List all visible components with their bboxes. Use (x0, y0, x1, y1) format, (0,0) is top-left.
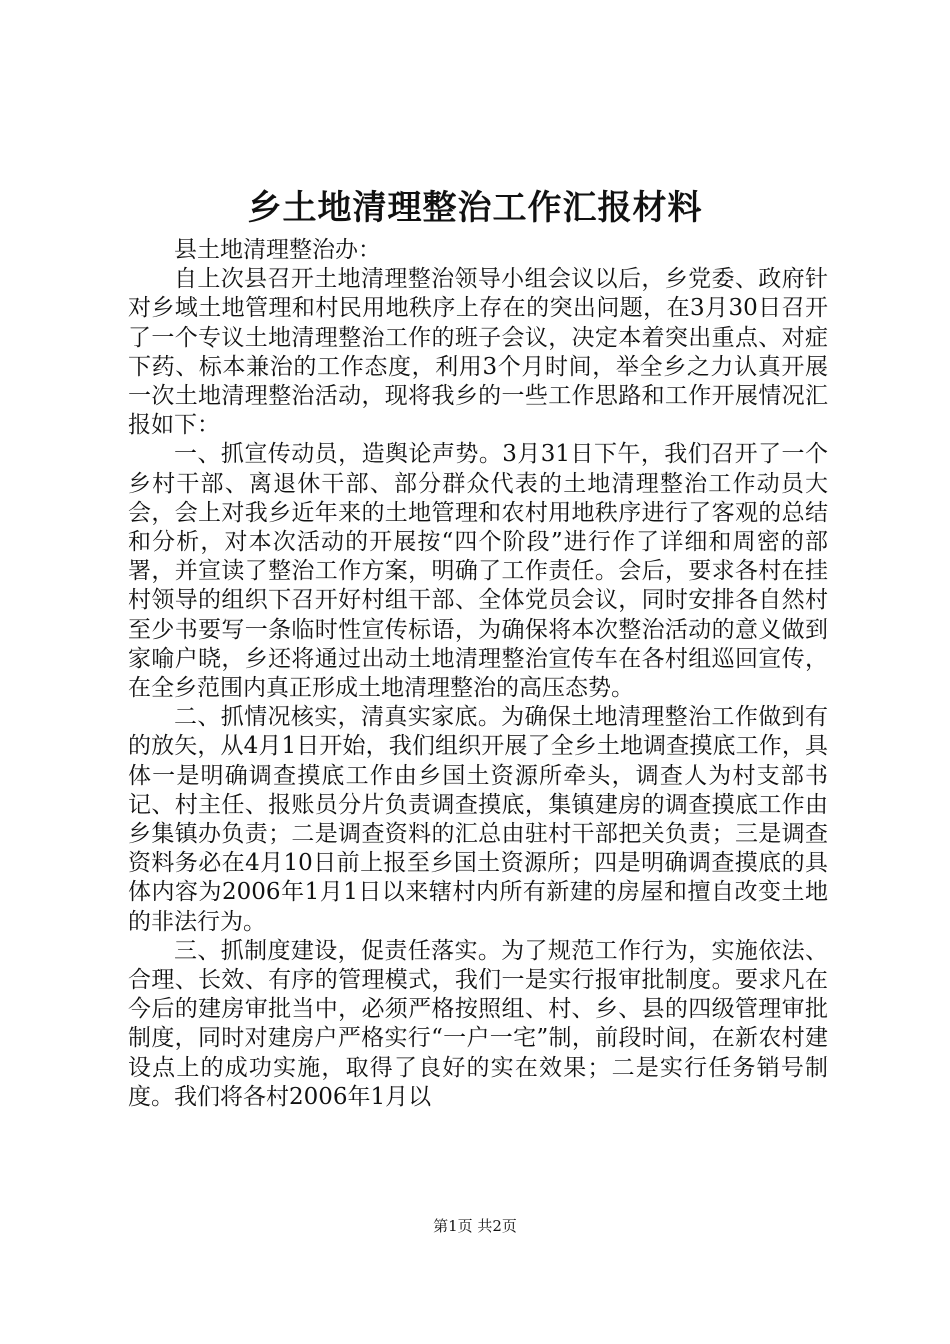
document-body (128, 236, 828, 1112)
document-title: 乡土地清理整治工作汇报材料 (247, 188, 703, 228)
page-number-footer: 第1页 共2页 (433, 1217, 517, 1235)
paragraph-section-2: 二、抓情况核实，清真实家底。为确保土地清理整治工作做到有的放矢，从4月1日开始，我们组织开展了全乡土地调查摸底工作，具体一是明确调查摸底工作由乡国土资源所牵头，调查人为村支部书记、村主任、报账员分片负责调查摸底，集镇建房的调查摸底工作由乡集镇办负责；二是调查资料的汇总由驻村干部把关负责；三是调查资料务必在4月10日前上报至乡国土资源所；四是明确调查摸底的具体内容为2006年1月1日以来辖村内所有新建的房屋和擅自改变土地的非法行为。 (128, 704, 828, 935)
salutation: 县土地清理整治办： (174, 237, 381, 263)
paragraph-intro: 自上次县召开土地清理整治领导小组会议以后，乡党委、政府针对乡域土地管理和村民用地秩序上存在的突出问题，在3月30日召开了一个专议土地清理整治工作的班子会议，决定本着突出重点、对症下药、标本兼治的工作态度，利用3个月时间，举全乡之力认真开展一次土地清理整治活动，现将我乡的一些工作思路和工作开展情况汇报如下： (128, 266, 828, 439)
paragraph-section-3: 三、抓制度建设，促责任落实。为了规范工作行为，实施依法、合理、长效、有序的管理模式，我们一是实行报审批制度。要求凡在今后的建房审批当中，必须严格按照组、村、乡、县的四级管理审批制度，同时对建房户严格实行“一户一宅”制，前段时间，在新农村建设点上的成功实施，取得了良好的实在效果；二是实行任务销号制度。我们将各村2006年1月以 (128, 937, 828, 1110)
paragraph-section-1: 一、抓宣传动员，造舆论声势。3月31日下午，我们召开了一个乡村干部、离退休干部、部分群众代表的土地清理整治工作动员大会，会上对我乡近年来的土地管理和农村用地秩序进行了客观的总结和分析，对本次活动的开展按“四个阶段”进行作了详细和周密的部署，并宣读了整治工作方案，明确了工作责任。会后，要求各村在挂村领导的组织下召开好村组干部、全体党员会议，同时安排各自然村至少书要写一条临时性宣传标语，为确保将本次整治活动的意义做到家喻户晓，乡还将通过出动土地清理整治宣传车在各村组巡回宣传，在全乡范围内真正形成土地清理整治的高压态势。 (128, 441, 828, 702)
